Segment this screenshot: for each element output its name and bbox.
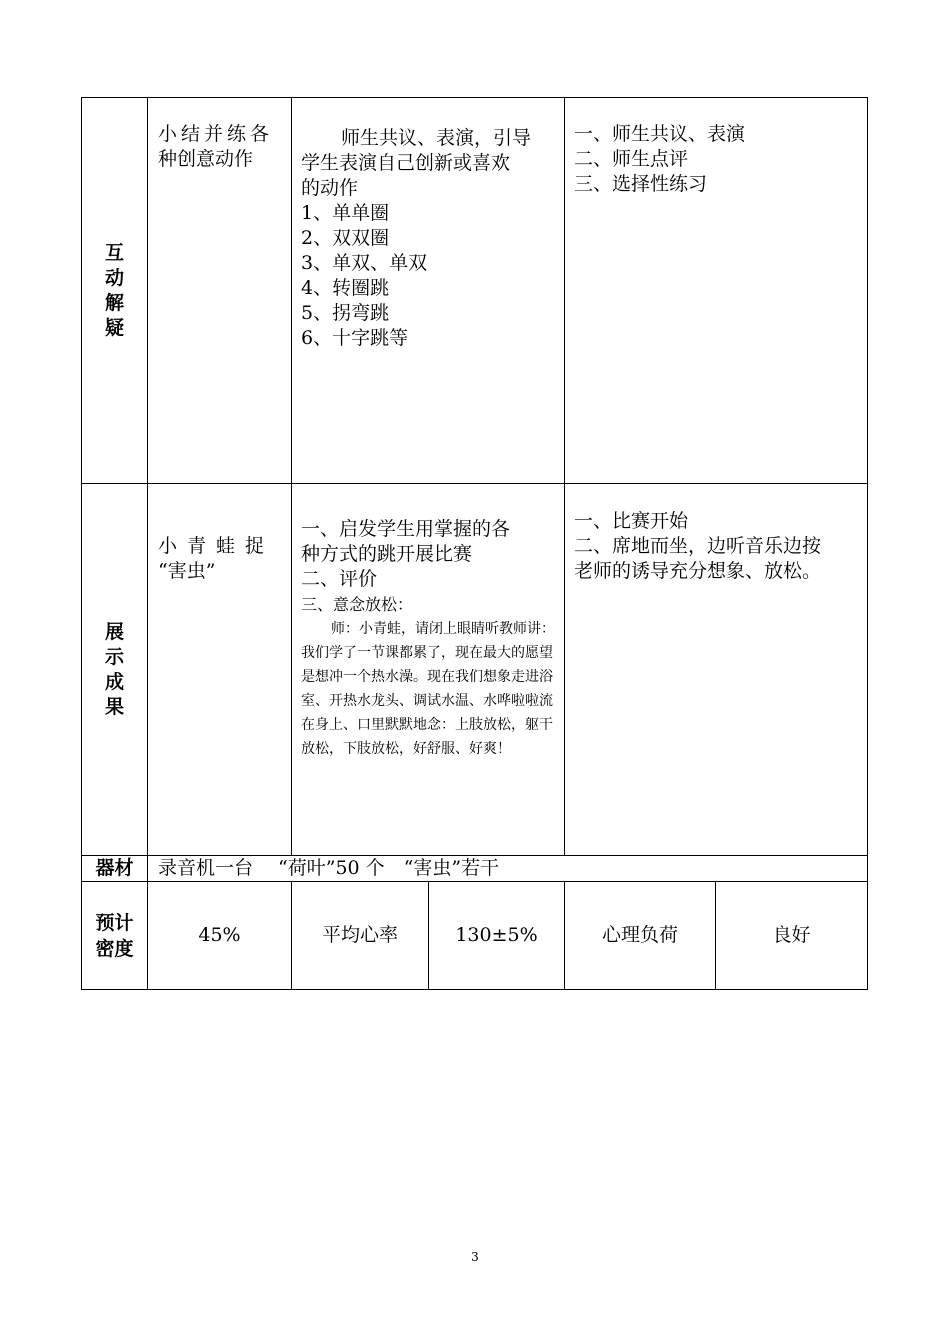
interaction-intro-line: 的动作 — [301, 177, 359, 199]
interaction-item: 3、单双、单双 — [301, 252, 428, 274]
showcase-row — [82, 484, 868, 856]
density-label-line: 密度 — [95, 937, 134, 960]
showcase-teacher-cell — [292, 484, 565, 856]
interaction-item: 1、单单圈 — [301, 202, 390, 224]
interaction-student-cell — [565, 98, 868, 484]
showcase-topic-cell — [148, 484, 292, 856]
interaction-label-cell — [82, 98, 148, 484]
interaction-topic-line: 小结并练各 — [158, 123, 274, 145]
interaction-teacher-cell — [292, 98, 565, 484]
showcase-student-line: 老师的诱导充分想象、放松。 — [574, 560, 822, 582]
interaction-intro-line: 师生共议、表演，引导 — [341, 127, 532, 149]
showcase-label-cell — [82, 484, 148, 856]
showcase-label: 展示成果 — [104, 620, 124, 718]
interaction-item: 5、拐弯跳 — [301, 302, 390, 324]
interaction-student-line: 三、选择性练习 — [574, 173, 708, 195]
equipment-row — [82, 856, 868, 882]
psych-load-value: 良好 — [716, 882, 868, 990]
showcase-teacher-line: 二、评价 — [301, 568, 378, 590]
interaction-student-line: 二、师生点评 — [574, 148, 689, 170]
interaction-item: 6、十字跳等 — [301, 327, 409, 349]
density-label-cell — [82, 882, 148, 990]
density-row — [82, 882, 868, 990]
showcase-teacher-line: 一、启发学生用掌握的各 — [301, 518, 511, 540]
showcase-student-line: 一、比赛开始 — [574, 510, 689, 532]
heart-rate-value: 130±5% — [429, 882, 565, 990]
density-value: 45% — [148, 882, 292, 990]
interaction-topic-line: 种创意动作 — [158, 148, 254, 170]
lesson-plan-table — [81, 97, 868, 990]
showcase-student-line: 二、席地而坐，边听音乐边按 — [574, 535, 822, 557]
showcase-teacher-line: 三、意念放松： — [301, 595, 414, 614]
interaction-student-line: 一、师生共议、表演 — [574, 123, 746, 145]
relaxation-script: 师：小青蛙，请闭上眼睛听教师讲：我们学了一节课都累了，现在最大的愿望是想冲一个热水澡。现在我们想象走进浴室、开热水龙头、调试水温、水哗啦啦流在身上、口里默默地念：上肢放松，躯干放松，下肢放松，好舒服、好爽！ — [301, 621, 555, 757]
showcase-topic-line: 小青蛙捉 — [158, 535, 275, 557]
showcase-topic-line: “害虫” — [158, 560, 216, 582]
psych-load-label: 心理负荷 — [565, 882, 716, 990]
equipment-list: 录音机一台 “荷叶”50 个 “害虫”若干 — [148, 856, 868, 882]
interaction-item: 2、双双圈 — [301, 227, 390, 249]
interaction-topic-cell — [148, 98, 292, 484]
interaction-label: 互动解疑 — [104, 241, 124, 339]
showcase-teacher-line: 种方式的跳开展比赛 — [301, 543, 473, 565]
interaction-row — [82, 98, 868, 484]
heart-rate-label: 平均心率 — [292, 882, 429, 990]
equipment-label: 器材 — [82, 856, 148, 882]
density-label-line: 预计 — [95, 911, 134, 934]
showcase-student-cell — [565, 484, 868, 856]
interaction-item: 4、转圈跳 — [301, 277, 390, 299]
interaction-intro-line: 学生表演自己创新或喜欢 — [301, 152, 511, 174]
page-number: 3 — [471, 1250, 479, 1264]
